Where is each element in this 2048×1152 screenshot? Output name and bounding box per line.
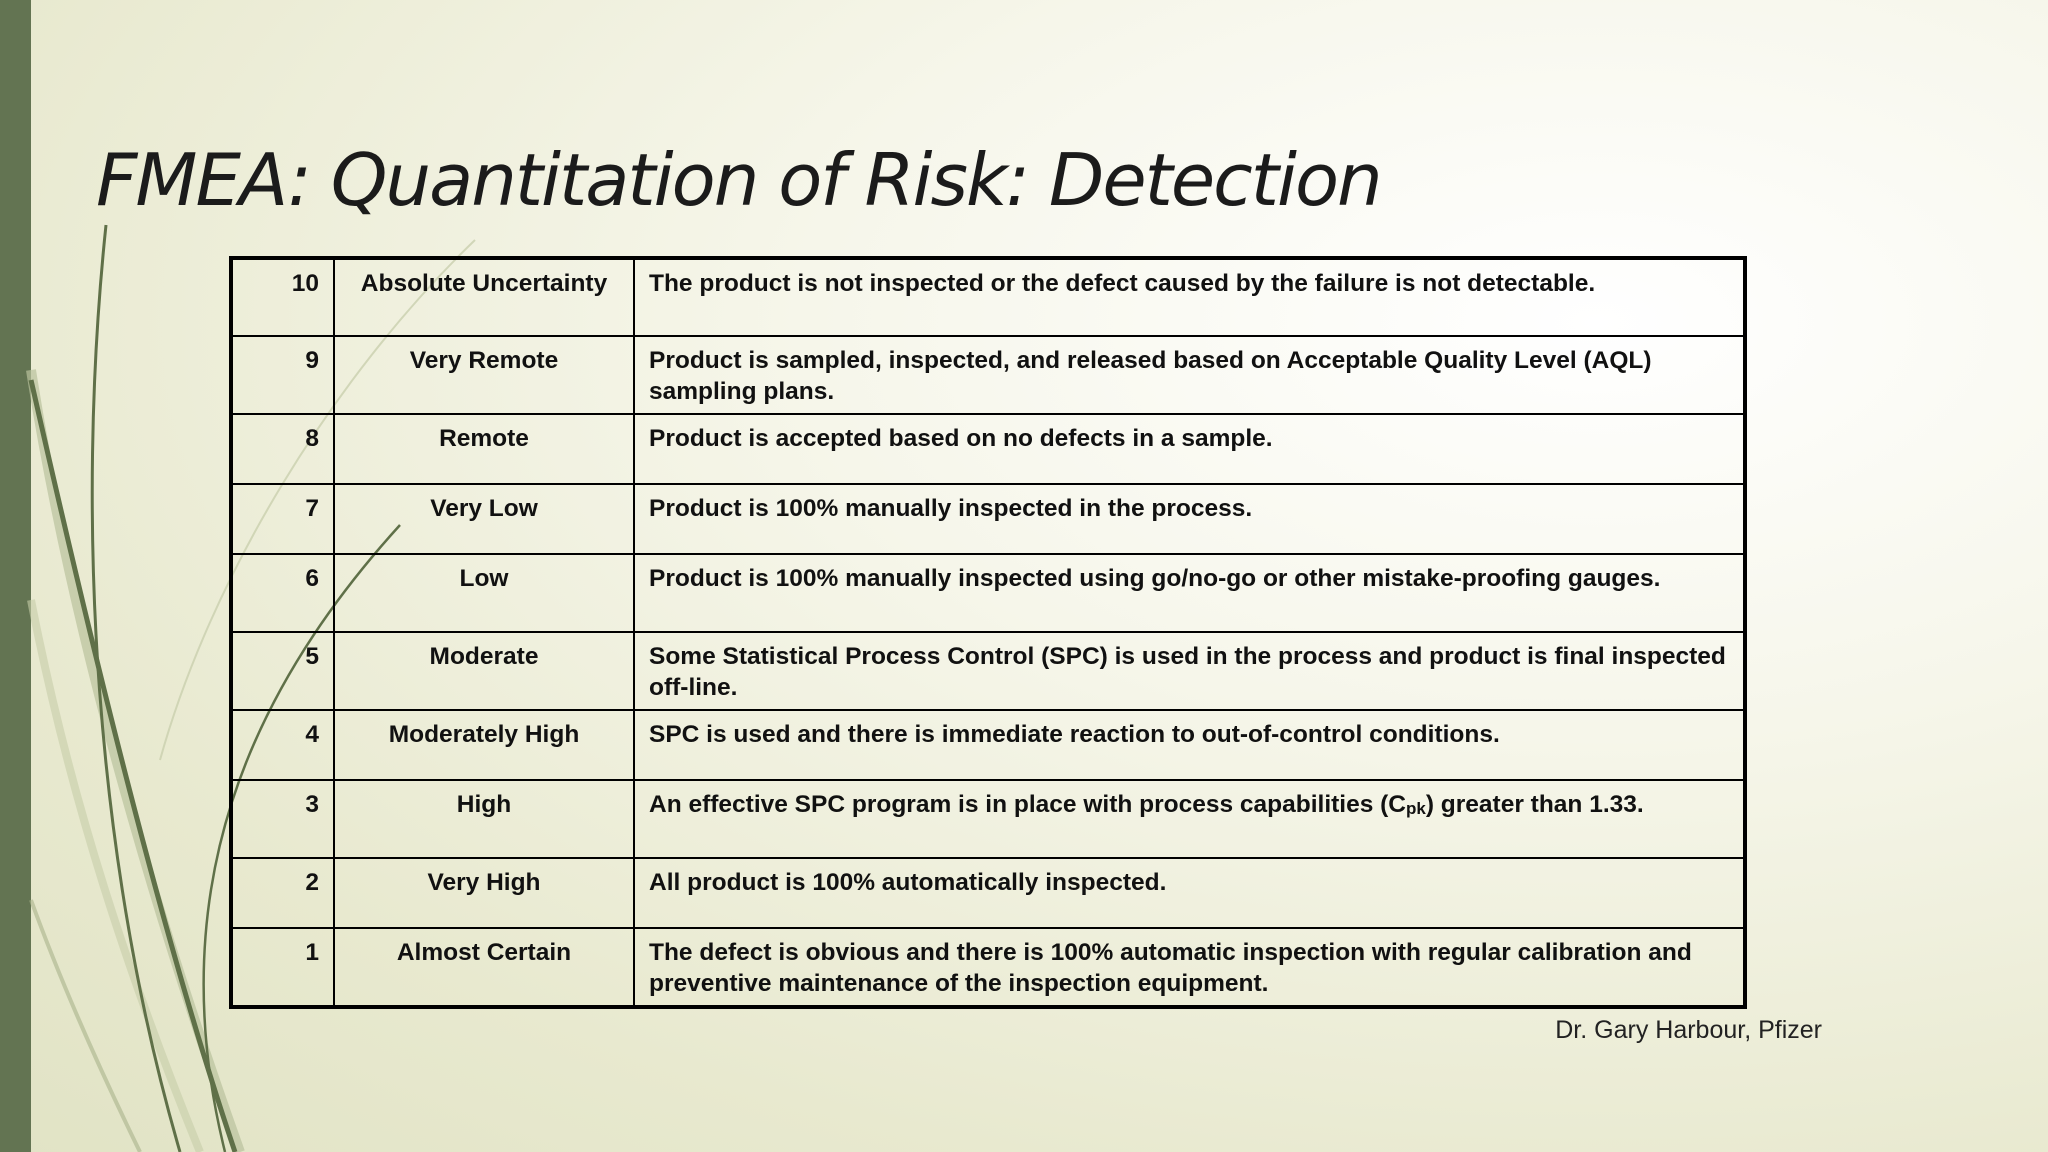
rank-cell: 9 [231, 336, 334, 414]
detection-level-cell: Moderate [334, 632, 634, 710]
table-row [231, 554, 1745, 632]
cpk-subscript: pk [1406, 799, 1426, 818]
table-row [231, 336, 1745, 414]
detection-level-cell: Almost Certain [334, 928, 634, 1007]
table-row [231, 484, 1745, 554]
table-row [231, 780, 1745, 858]
table-row [231, 710, 1745, 780]
detection-level-cell: Remote [334, 414, 634, 484]
criteria-cell [634, 780, 1745, 858]
table-row [231, 632, 1745, 710]
criteria-cell: Product is 100% manually inspected in the process. [634, 484, 1745, 554]
criteria-cell: The product is not inspected or the defect caused by the failure is not detectable. [634, 258, 1745, 336]
table-row [231, 414, 1745, 484]
rank-cell: 3 [231, 780, 334, 858]
detection-level-cell: High [334, 780, 634, 858]
rank-cell: 7 [231, 484, 334, 554]
criteria-cell: Some Statistical Process Control (SPC) is used in the process and product is final inspected off-line. [634, 632, 1745, 710]
detection-level-cell: Very Remote [334, 336, 634, 414]
source-credit: Dr. Gary Harbour, Pfizer [1555, 1016, 1822, 1044]
detection-level-cell: Very Low [334, 484, 634, 554]
table-row [231, 258, 1745, 336]
slide-title: FMEA: Quantitation of Risk: Detection [96, 138, 1381, 222]
rank-cell: 8 [231, 414, 334, 484]
rank-cell: 5 [231, 632, 334, 710]
rank-cell: 10 [231, 258, 334, 336]
criteria-cell: Product is accepted based on no defects in a sample. [634, 414, 1745, 484]
criteria-cell: SPC is used and there is immediate reaction to out-of-control conditions. [634, 710, 1745, 780]
detection-level-cell: Low [334, 554, 634, 632]
rank-cell: 6 [231, 554, 334, 632]
detection-level-cell: Absolute Uncertainty [334, 258, 634, 336]
criteria-cell: Product is sampled, inspected, and released based on Acceptable Quality Level (AQL) sampling plans. [634, 336, 1745, 414]
detection-level-cell: Very High [334, 858, 634, 928]
criteria-text: ) greater than 1.33. [1425, 791, 1644, 818]
criteria-cell: Product is 100% manually inspected using go/no-go or other mistake-proofing gauges. [634, 554, 1745, 632]
criteria-cell: The defect is obvious and there is 100% automatic inspection with regular calibration and preventive maintenance of the inspection equipment. [634, 928, 1745, 1007]
criteria-text: An effective SPC program is in place with process capabilities (C [649, 791, 1406, 818]
rank-cell: 4 [231, 710, 334, 780]
criteria-cell: All product is 100% automatically inspected. [634, 858, 1745, 928]
detection-table [229, 256, 1747, 1009]
detection-level-cell: Moderately High [334, 710, 634, 780]
table-row [231, 928, 1745, 1007]
table-row [231, 858, 1745, 928]
rank-cell: 2 [231, 858, 334, 928]
rank-cell: 1 [231, 928, 334, 1007]
